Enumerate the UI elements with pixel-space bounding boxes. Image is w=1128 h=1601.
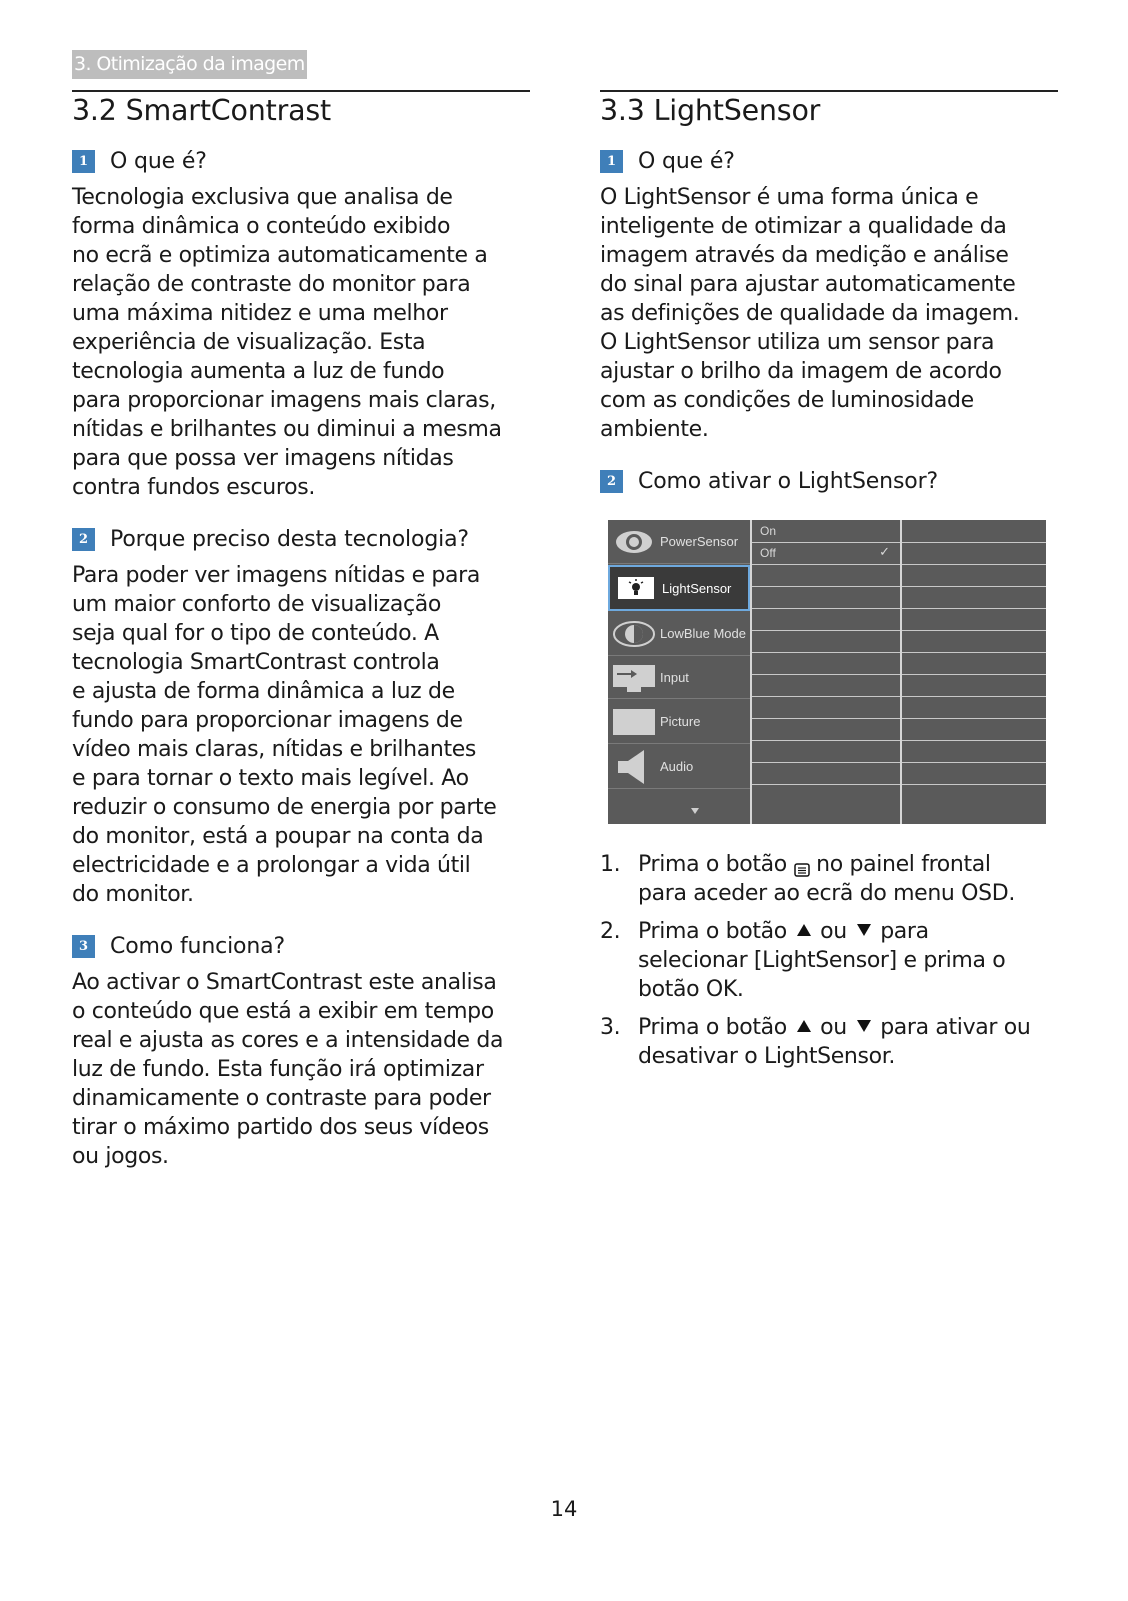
text-line: fundo para proporcionar imagens de (72, 708, 463, 733)
checkmark-icon: ✓ (879, 544, 890, 559)
subsection-title: Como funciona? (110, 933, 286, 959)
osd-item-input (608, 657, 750, 699)
step-fragment: Prima o botão (638, 852, 787, 877)
osd-row-line (752, 762, 900, 763)
step-line (638, 917, 1005, 946)
step-text (638, 1013, 1030, 1071)
section-title: 3.3 LightSensor (600, 94, 821, 127)
step-fragment: ou (820, 919, 847, 944)
subsection-title: O que é? (638, 148, 735, 174)
step-number: 2. (600, 919, 621, 944)
osd-row-line (752, 542, 900, 543)
number-badge: 2 (72, 528, 95, 551)
text-line: real e ajusta as cores e a intensidade da (72, 1028, 504, 1053)
osd-row-line (752, 630, 900, 631)
osd-option-off: Off (760, 546, 776, 560)
text-line: um maior conforto de visualização (72, 592, 441, 617)
text-line: seja qual for o tipo de conteúdo. A (72, 621, 439, 646)
subsection-title: O que é? (110, 148, 207, 174)
text-line: luz de fundo. Esta função irá optimizar (72, 1057, 484, 1082)
osd-row-line (902, 586, 1046, 587)
menu-button-icon (794, 856, 810, 870)
text-line: o conteúdo que está a exibir em tempo (72, 999, 494, 1024)
osd-row-line (902, 718, 1046, 719)
osd-item-picture (608, 700, 750, 744)
text-line: com as condições de luminosidade (600, 388, 974, 413)
step-line: selecionar [LightSensor] e prima o (638, 948, 1006, 973)
osd-row-line (902, 784, 1046, 785)
step-item (600, 850, 1058, 908)
text-line: do sinal para ajustar automaticamente (600, 272, 1016, 297)
subsection-heading (72, 931, 530, 961)
subsection-title: Porque preciso desta tecnologia? (110, 526, 469, 552)
osd-menu-screenshot (608, 520, 1046, 824)
text-line: ou jogos. (72, 1144, 169, 1169)
osd-row-line (902, 542, 1046, 543)
text-line: do monitor, está a poupar na conta da (72, 824, 484, 849)
section-smartcontrast (72, 90, 530, 1171)
text-line: do monitor. (72, 882, 194, 907)
down-arrow-icon (857, 1020, 871, 1032)
step-text (638, 850, 1015, 908)
osd-row-line (902, 652, 1046, 653)
picture-icon (608, 700, 660, 743)
step-item (600, 917, 1058, 1004)
osd-row-line (752, 718, 900, 719)
instruction-steps (600, 850, 1058, 1071)
osd-main-menu-column (608, 520, 752, 824)
osd-row-line (752, 784, 900, 785)
step-line (638, 850, 1015, 879)
osd-item-lowblue-mode (608, 612, 750, 656)
osd-item-label: Input (660, 670, 689, 685)
step-fragment: Prima o botão (638, 1015, 787, 1040)
section-rule (72, 90, 530, 92)
text-line: e para tornar o texto mais legível. Ao (72, 766, 469, 791)
osd-option-on: On (760, 524, 777, 538)
step-fragment: para ativar ou (880, 1015, 1031, 1040)
osd-item-label: PowerSensor (660, 534, 739, 549)
text-line: O LightSensor é uma forma única e (600, 185, 979, 210)
step-number: 3. (600, 1015, 621, 1040)
step-item (600, 1013, 1058, 1071)
text-line: ambiente. (600, 417, 709, 442)
down-arrow-icon (857, 924, 871, 936)
text-line: as definições de qualidade da imagem. (600, 301, 1020, 326)
text-line: forma dinâmica o conteúdo exibido (72, 214, 451, 239)
number-badge: 1 (600, 150, 623, 173)
text-line: dinamicamente o contraste para poder (72, 1086, 491, 1111)
paragraph (72, 561, 530, 909)
step-fragment: no painel frontal (816, 852, 991, 877)
text-line: O LightSensor utiliza um sensor para (600, 330, 995, 355)
text-line: inteligente de otimizar a qualidade da (600, 214, 1007, 239)
paragraph (72, 183, 530, 502)
eye-icon (608, 520, 660, 563)
osd-row-line (902, 630, 1046, 631)
chapter-tab: 3. Otimização da imagem (72, 50, 307, 79)
subsection-heading (600, 146, 1058, 176)
lightbulb-icon (610, 567, 662, 609)
osd-row-line (752, 652, 900, 653)
text-line: no ecrã e optimiza automaticamente a (72, 243, 488, 268)
osd-row-line (902, 740, 1046, 741)
osd-value-column (902, 520, 1046, 824)
step-fragment: para (880, 919, 929, 944)
paragraph (600, 183, 1058, 444)
osd-item-powersensor (608, 520, 750, 564)
osd-row-line (902, 564, 1046, 565)
text-line: para proporcionar imagens mais claras, (72, 388, 496, 413)
step-text (638, 917, 1005, 1004)
step-fragment: Prima o botão (638, 919, 787, 944)
up-arrow-icon (797, 924, 811, 936)
text-line: electricidade e a prolongar a vida útil (72, 853, 471, 878)
osd-row-line (752, 608, 900, 609)
osd-row-line (752, 586, 900, 587)
subsection-heading (72, 146, 530, 176)
osd-item-audio (608, 745, 750, 789)
text-line: ajustar o brilho da imagem de acordo (600, 359, 1002, 384)
text-line: uma máxima nitidez e uma melhor (72, 301, 448, 326)
subsection-heading (72, 524, 530, 554)
number-badge: 3 (72, 935, 95, 958)
osd-row-line (752, 564, 900, 565)
paragraph (72, 968, 530, 1171)
step-line: botão OK. (638, 977, 744, 1002)
osd-row-line (902, 608, 1046, 609)
osd-item-label: LightSensor (662, 580, 732, 596)
text-line: contra fundos escuros. (72, 475, 315, 500)
osd-item-label: LowBlue Mode (660, 626, 746, 641)
osd-item-lightsensor (608, 565, 750, 611)
eye-lowblue-icon (608, 612, 660, 655)
chevron-down-icon (691, 808, 699, 814)
text-line: Para poder ver imagens nítidas e para (72, 563, 481, 588)
up-arrow-icon (797, 1020, 811, 1032)
osd-row-line (752, 674, 900, 675)
page-number: 14 (550, 1497, 578, 1521)
osd-row-line (902, 762, 1046, 763)
text-line: relação de contraste do monitor para (72, 272, 471, 297)
text-line: reduzir o consumo de energia por parte (72, 795, 497, 820)
osd-item-label: Audio (660, 759, 694, 774)
osd-row-line (752, 696, 900, 697)
step-line: desativar o LightSensor. (638, 1044, 896, 1069)
text-line: tecnologia aumenta a luz de fundo (72, 359, 445, 384)
number-badge: 2 (600, 470, 623, 493)
osd-row-line (902, 674, 1046, 675)
text-line: e ajusta de forma dinâmica a luz de (72, 679, 455, 704)
text-line: Ao activar o SmartContrast este analisa (72, 970, 497, 995)
osd-row-line (902, 696, 1046, 697)
text-line: para que possa ver imagens nítidas (72, 446, 454, 471)
osd-submenu-column (752, 520, 902, 824)
number-badge: 1 (72, 150, 95, 173)
text-line: nítidas e brilhantes ou diminui a mesma (72, 417, 502, 442)
input-icon (608, 657, 660, 698)
subsection-heading (600, 466, 1058, 496)
osd-row-line (752, 740, 900, 741)
text-line: Tecnologia exclusiva que analisa de (72, 185, 453, 210)
text-line: vídeo mais claras, nítidas e brilhantes (72, 737, 477, 762)
text-line: tirar o máximo partido dos seus vídeos (72, 1115, 489, 1140)
step-number: 1. (600, 852, 621, 877)
section-title: 3.2 SmartContrast (72, 94, 331, 127)
section-rule (600, 90, 1058, 92)
step-line: para aceder ao ecrã do menu OSD. (638, 881, 1015, 906)
step-fragment: ou (820, 1015, 847, 1040)
osd-item-label: Picture (660, 714, 701, 729)
text-line: experiência de visualização. Esta (72, 330, 426, 355)
section-lightsensor (600, 90, 1058, 1080)
text-line: tecnologia SmartContrast controla (72, 650, 440, 675)
subsection-title: Como ativar o LightSensor? (638, 468, 939, 494)
speaker-icon (608, 745, 660, 788)
step-line (638, 1013, 1030, 1042)
text-line: imagem através da medição e análise (600, 243, 1009, 268)
